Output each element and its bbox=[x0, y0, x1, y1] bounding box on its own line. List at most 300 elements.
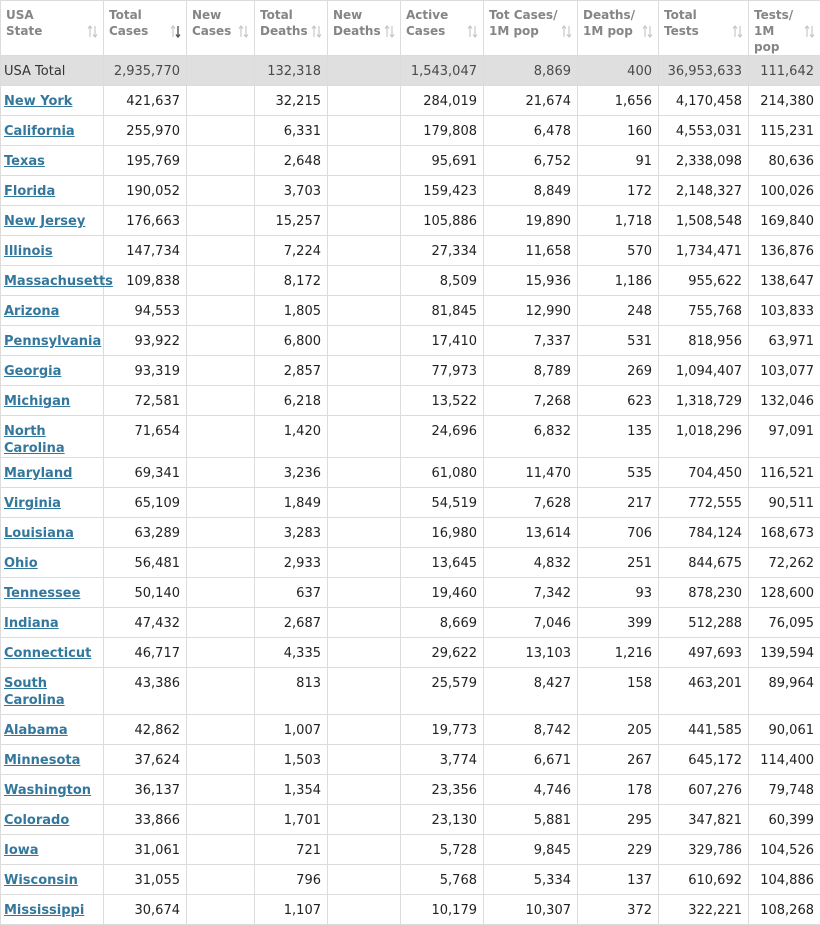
cell-cases-per-1m: 7,046 bbox=[484, 608, 578, 638]
cell-active-cases: 1,543,047 bbox=[401, 56, 484, 86]
cell-new-cases bbox=[187, 146, 255, 176]
cell-total-cases: 56,481 bbox=[104, 548, 187, 578]
header-line: Deaths/ bbox=[583, 8, 635, 22]
cell-active-cases: 159,423 bbox=[401, 176, 484, 206]
header-line: New bbox=[192, 8, 221, 22]
cell-tests-per-1m: 89,964 bbox=[749, 668, 820, 715]
cell-state bbox=[1, 116, 104, 146]
cell-new-deaths bbox=[328, 805, 401, 835]
cell-new-deaths bbox=[328, 146, 401, 176]
cell-new-cases bbox=[187, 206, 255, 236]
cell-deaths-per-1m: 91 bbox=[578, 146, 659, 176]
cell-total-cases: 195,769 bbox=[104, 146, 187, 176]
cell-total-cases: 176,663 bbox=[104, 206, 187, 236]
col-header-new-cases[interactable] bbox=[187, 1, 255, 56]
state-link[interactable]: Michigan bbox=[4, 394, 70, 409]
cell-state bbox=[1, 488, 104, 518]
cell-new-cases bbox=[187, 356, 255, 386]
cell-total-tests: 610,692 bbox=[659, 865, 749, 895]
cell-cases-per-1m: 7,628 bbox=[484, 488, 578, 518]
cell-active-cases: 61,080 bbox=[401, 458, 484, 488]
cell-active-cases: 8,669 bbox=[401, 608, 484, 638]
cell-tests-per-1m: 100,026 bbox=[749, 176, 820, 206]
cell-cases-per-1m: 6,752 bbox=[484, 146, 578, 176]
table-row bbox=[1, 488, 820, 518]
cell-total-cases: 30,674 bbox=[104, 895, 187, 925]
cell-state bbox=[1, 326, 104, 356]
cell-active-cases: 27,334 bbox=[401, 236, 484, 266]
cell-cases-per-1m: 8,849 bbox=[484, 176, 578, 206]
cell-new-deaths bbox=[328, 668, 401, 715]
table-row bbox=[1, 266, 820, 296]
cell-total-tests: 441,585 bbox=[659, 715, 749, 745]
table-row bbox=[1, 206, 820, 236]
cell-state bbox=[1, 775, 104, 805]
cell-total-cases: 255,970 bbox=[104, 116, 187, 146]
cell-deaths-per-1m: 248 bbox=[578, 296, 659, 326]
cell-total-deaths: 3,236 bbox=[255, 458, 328, 488]
cell-tests-per-1m: 138,647 bbox=[749, 266, 820, 296]
cell-state bbox=[1, 176, 104, 206]
state-link[interactable]: Connecticut bbox=[4, 646, 91, 661]
cell-deaths-per-1m: 137 bbox=[578, 865, 659, 895]
cell-new-cases bbox=[187, 608, 255, 638]
cell-total-tests: 4,170,458 bbox=[659, 86, 749, 116]
header-line: Deaths bbox=[333, 24, 381, 38]
cell-new-deaths bbox=[328, 745, 401, 775]
state-link[interactable]: Florida bbox=[4, 184, 55, 199]
cell-cases-per-1m: 13,103 bbox=[484, 638, 578, 668]
table-row bbox=[1, 745, 820, 775]
cell-total-tests: 1,094,407 bbox=[659, 356, 749, 386]
cell-cases-per-1m: 10,307 bbox=[484, 895, 578, 925]
cell-deaths-per-1m: 535 bbox=[578, 458, 659, 488]
header-line: 1M pop bbox=[754, 24, 779, 54]
cell-total-cases: 65,109 bbox=[104, 488, 187, 518]
state-link[interactable]: Minnesota bbox=[4, 753, 80, 768]
cell-tests-per-1m: 136,876 bbox=[749, 236, 820, 266]
cell-cases-per-1m: 8,427 bbox=[484, 668, 578, 715]
sort-updown-icon bbox=[642, 25, 653, 38]
col-header-state[interactable] bbox=[1, 1, 104, 56]
cell-new-cases bbox=[187, 266, 255, 296]
table-row bbox=[1, 326, 820, 356]
cell-new-deaths bbox=[328, 488, 401, 518]
header-line: State bbox=[6, 24, 42, 38]
state-link[interactable]: Pennsylvania bbox=[4, 334, 101, 349]
state-link[interactable]: Wisconsin bbox=[4, 873, 78, 888]
cell-total-cases: 37,624 bbox=[104, 745, 187, 775]
cell-new-deaths bbox=[328, 266, 401, 296]
cell-state bbox=[1, 895, 104, 925]
cell-state bbox=[1, 715, 104, 745]
col-header-total-deaths[interactable] bbox=[255, 1, 328, 56]
cell-total-cases: 43,386 bbox=[104, 668, 187, 715]
cell-new-cases bbox=[187, 775, 255, 805]
cell-tests-per-1m: 63,971 bbox=[749, 326, 820, 356]
cell-new-deaths bbox=[328, 236, 401, 266]
table-row bbox=[1, 805, 820, 835]
cell-state bbox=[1, 835, 104, 865]
cell-total-cases: 109,838 bbox=[104, 266, 187, 296]
cell-total-deaths: 796 bbox=[255, 865, 328, 895]
cell-total-cases: 33,866 bbox=[104, 805, 187, 835]
table-row bbox=[1, 638, 820, 668]
table-row bbox=[1, 296, 820, 326]
header-line: Total bbox=[664, 8, 697, 22]
cell-deaths-per-1m: 1,718 bbox=[578, 206, 659, 236]
sort-updown-icon bbox=[384, 25, 395, 38]
cell-new-cases bbox=[187, 458, 255, 488]
cell-state bbox=[1, 86, 104, 116]
col-header-active-cases[interactable] bbox=[401, 1, 484, 56]
cell-total-cases: 46,717 bbox=[104, 638, 187, 668]
cell-new-deaths bbox=[328, 296, 401, 326]
cell-cases-per-1m: 4,746 bbox=[484, 775, 578, 805]
cell-active-cases: 105,886 bbox=[401, 206, 484, 236]
cell-total-deaths: 1,354 bbox=[255, 775, 328, 805]
state-link[interactable]: Mississippi bbox=[4, 903, 84, 918]
sort-updown-icon bbox=[311, 25, 322, 38]
cell-total-deaths: 1,701 bbox=[255, 805, 328, 835]
cell-state bbox=[1, 458, 104, 488]
cell-state bbox=[1, 745, 104, 775]
cell-total-deaths: 813 bbox=[255, 668, 328, 715]
cell-tests-per-1m: 108,268 bbox=[749, 895, 820, 925]
cell-total-cases: 69,341 bbox=[104, 458, 187, 488]
cell-active-cases: 23,356 bbox=[401, 775, 484, 805]
cell-new-deaths bbox=[328, 835, 401, 865]
cell-state bbox=[1, 578, 104, 608]
table-row bbox=[1, 116, 820, 146]
cell-deaths-per-1m: 217 bbox=[578, 488, 659, 518]
cell-new-cases bbox=[187, 416, 255, 458]
state-link[interactable]: Maryland bbox=[4, 466, 72, 481]
cell-total-tests: 755,768 bbox=[659, 296, 749, 326]
cell-total-deaths: 1,805 bbox=[255, 296, 328, 326]
cell-active-cases: 13,645 bbox=[401, 548, 484, 578]
cell-total-deaths: 721 bbox=[255, 835, 328, 865]
cell-new-deaths bbox=[328, 458, 401, 488]
cell-tests-per-1m: 139,594 bbox=[749, 638, 820, 668]
cell-total-tests: 4,553,031 bbox=[659, 116, 749, 146]
state-link[interactable]: Georgia bbox=[4, 364, 61, 379]
cell-cases-per-1m: 5,334 bbox=[484, 865, 578, 895]
cell-cases-per-1m: 8,789 bbox=[484, 356, 578, 386]
table-header-row bbox=[1, 1, 820, 56]
cell-new-deaths bbox=[328, 356, 401, 386]
cell-active-cases: 284,019 bbox=[401, 86, 484, 116]
table-row bbox=[1, 518, 820, 548]
state-link[interactable]: Iowa bbox=[4, 843, 39, 858]
cell-new-cases bbox=[187, 386, 255, 416]
cell-deaths-per-1m: 399 bbox=[578, 608, 659, 638]
cell-total-deaths: 3,703 bbox=[255, 176, 328, 206]
cell-active-cases: 5,728 bbox=[401, 835, 484, 865]
state-link[interactable]: Colorado bbox=[4, 813, 69, 828]
cell-total-tests: 1,318,729 bbox=[659, 386, 749, 416]
cell-total-tests: 818,956 bbox=[659, 326, 749, 356]
table-row bbox=[1, 356, 820, 386]
cell-active-cases: 16,980 bbox=[401, 518, 484, 548]
header-line: Tests/ bbox=[754, 8, 793, 22]
cell-state bbox=[1, 518, 104, 548]
cell-new-cases bbox=[187, 578, 255, 608]
cell-new-cases bbox=[187, 176, 255, 206]
cell-total-cases: 421,637 bbox=[104, 86, 187, 116]
cell-tests-per-1m: 60,399 bbox=[749, 805, 820, 835]
cell-new-cases bbox=[187, 56, 255, 86]
cell-tests-per-1m: 97,091 bbox=[749, 416, 820, 458]
cell-total-deaths: 6,800 bbox=[255, 326, 328, 356]
cell-total-cases: 42,862 bbox=[104, 715, 187, 745]
cell-total-tests: 2,148,327 bbox=[659, 176, 749, 206]
table-row bbox=[1, 416, 820, 458]
cell-state bbox=[1, 668, 104, 715]
cell-cases-per-1m: 9,845 bbox=[484, 835, 578, 865]
col-header-tests-per-1m[interactable] bbox=[749, 1, 820, 56]
cell-total-deaths: 6,218 bbox=[255, 386, 328, 416]
cell-deaths-per-1m: 372 bbox=[578, 895, 659, 925]
cell-total-tests: 322,221 bbox=[659, 895, 749, 925]
cell-cases-per-1m: 21,674 bbox=[484, 86, 578, 116]
cell-new-cases bbox=[187, 236, 255, 266]
state-link[interactable]: Texas bbox=[4, 154, 45, 169]
col-header-deaths-per-1m[interactable] bbox=[578, 1, 659, 56]
header-line: Cases bbox=[109, 24, 148, 38]
cell-new-cases bbox=[187, 86, 255, 116]
header-line: Tot Cases/ bbox=[489, 8, 557, 22]
cell-total-tests: 844,675 bbox=[659, 548, 749, 578]
cell-new-cases bbox=[187, 895, 255, 925]
state-link[interactable]: New Jersey bbox=[4, 214, 85, 229]
cell-new-cases bbox=[187, 715, 255, 745]
cell-active-cases: 13,522 bbox=[401, 386, 484, 416]
state-link[interactable]: Massachusetts bbox=[4, 274, 113, 289]
state-link[interactable]: Ohio bbox=[4, 556, 38, 571]
cell-state bbox=[1, 236, 104, 266]
table-row bbox=[1, 86, 820, 116]
table-row bbox=[1, 835, 820, 865]
cell-tests-per-1m: 169,840 bbox=[749, 206, 820, 236]
state-link[interactable]: New York bbox=[4, 94, 72, 109]
table-row bbox=[1, 458, 820, 488]
cell-cases-per-1m: 19,890 bbox=[484, 206, 578, 236]
cell-tests-per-1m: 79,748 bbox=[749, 775, 820, 805]
cell-total-tests: 704,450 bbox=[659, 458, 749, 488]
cell-tests-per-1m: 116,521 bbox=[749, 458, 820, 488]
cell-new-deaths bbox=[328, 326, 401, 356]
cell-active-cases: 17,410 bbox=[401, 326, 484, 356]
cell-deaths-per-1m: 570 bbox=[578, 236, 659, 266]
cell-cases-per-1m: 6,832 bbox=[484, 416, 578, 458]
col-header-total-cases[interactable] bbox=[104, 1, 187, 56]
cell-total-deaths: 1,007 bbox=[255, 715, 328, 745]
cell-active-cases: 23,130 bbox=[401, 805, 484, 835]
cell-deaths-per-1m: 93 bbox=[578, 578, 659, 608]
cell-cases-per-1m: 7,337 bbox=[484, 326, 578, 356]
cell-tests-per-1m: 114,400 bbox=[749, 745, 820, 775]
cell-total-tests: 329,786 bbox=[659, 835, 749, 865]
cell-total-cases: 47,432 bbox=[104, 608, 187, 638]
cell-new-cases bbox=[187, 865, 255, 895]
cell-total-deaths: 7,224 bbox=[255, 236, 328, 266]
cell-deaths-per-1m: 158 bbox=[578, 668, 659, 715]
table-row bbox=[1, 236, 820, 266]
table-row bbox=[1, 715, 820, 745]
cell-total-tests: 784,124 bbox=[659, 518, 749, 548]
cell-total-deaths: 15,257 bbox=[255, 206, 328, 236]
cell-new-deaths bbox=[328, 548, 401, 578]
total-row-label: USA Total bbox=[1, 56, 104, 86]
cell-total-deaths: 32,215 bbox=[255, 86, 328, 116]
state-link[interactable]: Virginia bbox=[4, 496, 61, 511]
cell-total-deaths: 2,648 bbox=[255, 146, 328, 176]
cell-new-deaths bbox=[328, 206, 401, 236]
cell-total-tests: 347,821 bbox=[659, 805, 749, 835]
sort-updown-icon bbox=[87, 25, 98, 38]
cell-total-cases: 147,734 bbox=[104, 236, 187, 266]
cell-deaths-per-1m: 295 bbox=[578, 805, 659, 835]
cell-total-tests: 607,276 bbox=[659, 775, 749, 805]
cell-state bbox=[1, 266, 104, 296]
cell-active-cases: 95,691 bbox=[401, 146, 484, 176]
header-line: Active bbox=[406, 8, 448, 22]
cell-total-deaths: 6,331 bbox=[255, 116, 328, 146]
cell-state bbox=[1, 548, 104, 578]
cell-total-cases: 50,140 bbox=[104, 578, 187, 608]
cell-new-cases bbox=[187, 296, 255, 326]
table-row bbox=[1, 608, 820, 638]
cell-state bbox=[1, 608, 104, 638]
cell-total-tests: 497,693 bbox=[659, 638, 749, 668]
header-line: Total bbox=[109, 8, 142, 22]
cell-deaths-per-1m: 1,186 bbox=[578, 266, 659, 296]
state-link[interactable]: Alabama bbox=[4, 723, 68, 738]
cell-total-tests: 645,172 bbox=[659, 745, 749, 775]
sort-updown-icon bbox=[238, 25, 249, 38]
header-line: New bbox=[333, 8, 362, 22]
cell-tests-per-1m: 72,262 bbox=[749, 548, 820, 578]
cell-total-deaths: 1,107 bbox=[255, 895, 328, 925]
state-link[interactable]: North Carolina bbox=[4, 424, 65, 456]
cell-active-cases: 77,973 bbox=[401, 356, 484, 386]
cell-cases-per-1m: 5,881 bbox=[484, 805, 578, 835]
table-row bbox=[1, 775, 820, 805]
cell-tests-per-1m: 104,526 bbox=[749, 835, 820, 865]
cell-tests-per-1m: 132,046 bbox=[749, 386, 820, 416]
cell-new-deaths bbox=[328, 56, 401, 86]
state-link[interactable]: California bbox=[4, 124, 75, 139]
cell-tests-per-1m: 103,833 bbox=[749, 296, 820, 326]
state-link[interactable]: South Carolina bbox=[4, 676, 65, 708]
cell-total-tests: 772,555 bbox=[659, 488, 749, 518]
cell-total-tests: 1,018,296 bbox=[659, 416, 749, 458]
cell-deaths-per-1m: 531 bbox=[578, 326, 659, 356]
col-header-total-tests[interactable] bbox=[659, 1, 749, 56]
table-row bbox=[1, 895, 820, 925]
col-header-new-deaths[interactable] bbox=[328, 1, 401, 56]
state-link[interactable]: Arizona bbox=[4, 304, 59, 319]
cell-cases-per-1m: 6,478 bbox=[484, 116, 578, 146]
cell-tests-per-1m: 111,642 bbox=[749, 56, 820, 86]
cell-new-deaths bbox=[328, 715, 401, 745]
cell-total-deaths: 2,687 bbox=[255, 608, 328, 638]
col-header-cases-per-1m[interactable] bbox=[484, 1, 578, 56]
cell-total-deaths: 2,933 bbox=[255, 548, 328, 578]
cell-total-deaths: 1,503 bbox=[255, 745, 328, 775]
cell-total-cases: 190,052 bbox=[104, 176, 187, 206]
cell-active-cases: 179,808 bbox=[401, 116, 484, 146]
table-row bbox=[1, 176, 820, 206]
cell-tests-per-1m: 76,095 bbox=[749, 608, 820, 638]
cell-total-tests: 1,734,471 bbox=[659, 236, 749, 266]
cell-tests-per-1m: 214,380 bbox=[749, 86, 820, 116]
cell-total-cases: 94,553 bbox=[104, 296, 187, 326]
cell-tests-per-1m: 90,061 bbox=[749, 715, 820, 745]
cell-tests-per-1m: 90,511 bbox=[749, 488, 820, 518]
cell-total-tests: 463,201 bbox=[659, 668, 749, 715]
header-line: Cases bbox=[192, 24, 231, 38]
cell-total-deaths: 132,318 bbox=[255, 56, 328, 86]
cell-deaths-per-1m: 400 bbox=[578, 56, 659, 86]
cell-deaths-per-1m: 251 bbox=[578, 548, 659, 578]
cell-cases-per-1m: 6,671 bbox=[484, 745, 578, 775]
table-row bbox=[1, 865, 820, 895]
sort-updown-icon bbox=[732, 25, 743, 38]
cell-new-cases bbox=[187, 668, 255, 715]
col-header-label bbox=[6, 7, 99, 39]
header-line: Total bbox=[260, 8, 293, 22]
cell-cases-per-1m: 12,990 bbox=[484, 296, 578, 326]
cell-active-cases: 3,774 bbox=[401, 745, 484, 775]
cell-new-deaths bbox=[328, 895, 401, 925]
header-line: USA bbox=[6, 8, 34, 22]
cell-new-cases bbox=[187, 638, 255, 668]
cell-deaths-per-1m: 1,656 bbox=[578, 86, 659, 116]
cell-total-cases: 36,137 bbox=[104, 775, 187, 805]
cell-total-tests: 1,508,548 bbox=[659, 206, 749, 236]
cell-total-deaths: 2,857 bbox=[255, 356, 328, 386]
cell-new-deaths bbox=[328, 608, 401, 638]
cell-cases-per-1m: 7,342 bbox=[484, 578, 578, 608]
state-link[interactable]: Illinois bbox=[4, 244, 53, 259]
cell-new-deaths bbox=[328, 865, 401, 895]
cell-state bbox=[1, 416, 104, 458]
state-link[interactable]: Washington bbox=[4, 783, 91, 798]
cell-total-tests: 512,288 bbox=[659, 608, 749, 638]
state-link[interactable]: Louisiana bbox=[4, 526, 74, 541]
cell-state bbox=[1, 865, 104, 895]
cell-total-cases: 93,319 bbox=[104, 356, 187, 386]
cell-cases-per-1m: 15,936 bbox=[484, 266, 578, 296]
cell-deaths-per-1m: 178 bbox=[578, 775, 659, 805]
cell-state bbox=[1, 386, 104, 416]
header-line: Tests bbox=[664, 24, 699, 38]
cell-tests-per-1m: 103,077 bbox=[749, 356, 820, 386]
cell-state bbox=[1, 638, 104, 668]
cell-new-cases bbox=[187, 326, 255, 356]
cell-active-cases: 29,622 bbox=[401, 638, 484, 668]
table-row bbox=[1, 386, 820, 416]
cell-tests-per-1m: 80,636 bbox=[749, 146, 820, 176]
cell-cases-per-1m: 13,614 bbox=[484, 518, 578, 548]
cell-total-cases: 2,935,770 bbox=[104, 56, 187, 86]
state-link[interactable]: Tennessee bbox=[4, 586, 80, 601]
cell-deaths-per-1m: 205 bbox=[578, 715, 659, 745]
cell-total-deaths: 8,172 bbox=[255, 266, 328, 296]
state-link[interactable]: Indiana bbox=[4, 616, 59, 631]
